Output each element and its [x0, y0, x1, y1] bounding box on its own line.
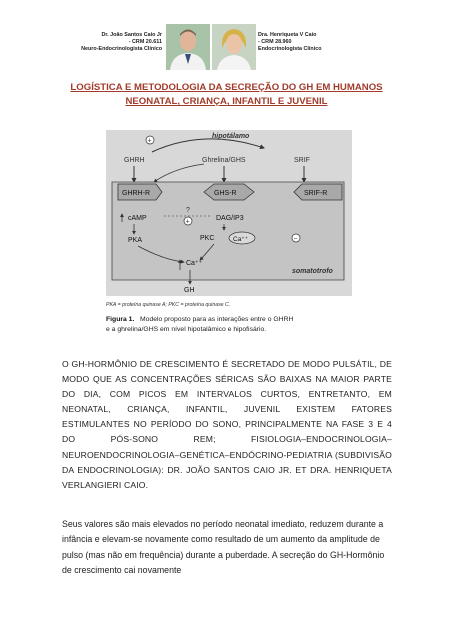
paragraph-intro: O GH-HORMÔNIO DE CRESCIMENTO É SECRETADO DE MODO PULSÁTIL, DE MODO QUE AS CONCENTRAÇÕES SÉRICAS SÃO BAIXAS NA MAIOR PARTE DO DIA, COM PICOS EM INTERVALOS CURTOS, ENTRETANTO, EM NEONATAL, CRIANÇA, INFANTIL, JUVENIL EXISTEM FATORES ESTIMULANTES NO PERÍODO DO SONO, PRINCIPALMENTE NA FASE 3 E 4 DO PÓS-SONO REM; FISIOLOGIA–ENDOCRINOLOGIA–NEUROENDOCRINOLOGIA–GENÉTICA–ENDÓCRINO-PEDIATRIA (SUBDIVISÃO DA ENDOCRINOLOGIA): DR. JOÃO SANTOS CAIO JR. ET DRA. HENRIQUETA VERLANGIERI CAIO. — [62, 359, 392, 490]
doctor-left-title: Neuro-Endocrinologista Clínico — [81, 46, 162, 52]
label-pkc: PKC — [200, 235, 215, 242]
doctor-right-photo — [212, 24, 256, 70]
doctor-right-name: Dra. Henriqueta V Caio — [258, 32, 317, 38]
document-title: LOGÍSTICA E METODOLOGIA DA SECREÇÃO DO GH EM HUMANOS NEONATAL, CRIANÇA, INFANTIL E JUVENIL — [70, 82, 383, 107]
label-pka: PKA — [128, 237, 143, 244]
doctor-right-title: Endocrinologista Clínico — [258, 46, 322, 52]
plus-top-text: + — [147, 137, 152, 145]
label-question: ? — [186, 207, 190, 214]
label-ghrelina: Ghrelina/GHS — [202, 157, 246, 164]
label-ghrh: GHRH — [124, 157, 145, 164]
label-srif-r: SRIF-R — [304, 190, 328, 197]
doctor-right-credentials — [258, 32, 368, 53]
label-dag: DAG/IP3 — [216, 215, 244, 222]
label-somatotrofo: somatotrofo — [292, 268, 333, 275]
doctor-right-crm: - CRM 28.960 — [258, 39, 292, 45]
doctor-left-credentials — [60, 32, 164, 53]
minus-text: − — [293, 235, 298, 243]
label-ghs-r: GHS-R — [214, 190, 237, 197]
label-hipotalamo: hipotálamo — [212, 133, 250, 140]
doctor-left-name: Dr. João Santos Caio Jr — [101, 32, 162, 38]
doctor-left-photo — [166, 24, 210, 70]
figure-caption-label: Figura 1. — [106, 316, 135, 323]
label-srif: SRIF — [294, 157, 310, 164]
label-ghrh-r: GHRH-R — [122, 190, 150, 197]
figure-gh-secretion-model — [104, 128, 354, 338]
paragraph-values: Seus valores são mais elevados no período neonatal imediato, reduzem durante a infância e elevam-se novamente como resultado de um aumento da amplitude de pulso (mas não em frequência) durante a puberdade. A secreção do GH-Hormônio de crescimento cai novamente — [62, 519, 385, 575]
figure-abbreviations: PKA = proteína quinase A; PKC = proteína quinase C. — [106, 302, 231, 308]
figure-caption-line2: e a ghrelina/GHS em nível hipotalâmico e hipofisário. — [106, 326, 267, 333]
plus-mid-text: + — [185, 218, 190, 226]
label-camp: cAMP — [128, 215, 147, 222]
label-gh: GH — [184, 287, 195, 294]
label-ca-outer: Ca⁺⁺ — [186, 260, 203, 267]
doctor-left-crm: - CRM 20.611 — [128, 39, 162, 45]
figure-caption-line1: Modelo proposto para as interações entre o GHRH — [140, 316, 294, 323]
label-ca-inner: Ca⁺⁺ — [233, 236, 249, 243]
letterhead — [0, 22, 453, 74]
